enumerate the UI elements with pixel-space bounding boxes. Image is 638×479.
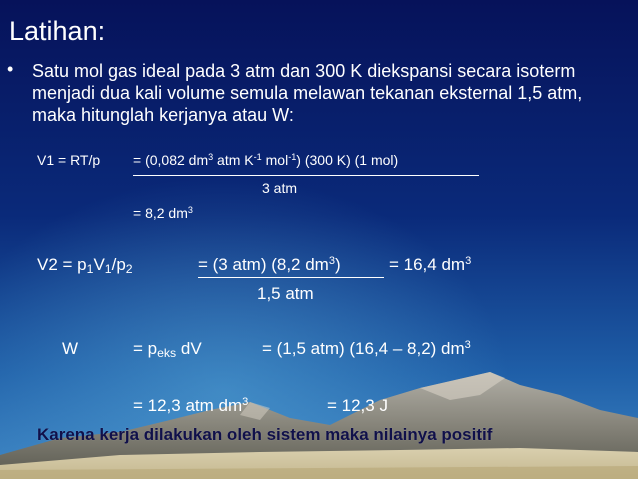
w-result-units: = 12,3 atm $dm^3$: [133, 396, 249, 416]
v2-result: = 16,4 $dm^3$: [389, 255, 472, 275]
v2-denominator: 1,5 atm: [257, 284, 314, 303]
w-label: W: [62, 339, 79, 358]
w-expression: = $p_{eks}$ dV: [133, 339, 202, 361]
v2-numerator: = (3 atm) (8,2 $dm^3$): [198, 255, 341, 275]
v1-fraction-line: [133, 175, 479, 176]
v1-numerator: = (0,082 $dm^3$ atm $K^{-1}$ mol$^{-1}$) (300 K) (1 mol): [133, 152, 399, 168]
conclusion-text: Karena kerja dilakukan oleh sistem maka nilainya positif: [37, 425, 493, 444]
problem-text: Satu mol gas ideal pada 3 atm dan 300 K diekspansi secara isoterm menjadi dua kali volume semula melawan tekanan eksternal 1,5 atm, maka hitunglah kerjanya atau W:: [32, 61, 583, 125]
v1-result: = 8,2 $dm^3$: [133, 205, 193, 221]
slide-title: Latihan:: [9, 16, 106, 46]
v2-label: $V2 = p_1V_1/p_2$: [37, 255, 133, 277]
w-result-joules: = 12,3 J: [327, 396, 388, 415]
bullet-icon: •: [7, 59, 14, 79]
w-substitution: = (1,5 atm) (16,4 – 8,2) $dm^3$: [262, 339, 471, 359]
v2-fraction-line: [198, 277, 384, 278]
v1-label: V1 = RT/p: [37, 152, 101, 168]
v1-denominator: 3 atm: [262, 180, 298, 196]
